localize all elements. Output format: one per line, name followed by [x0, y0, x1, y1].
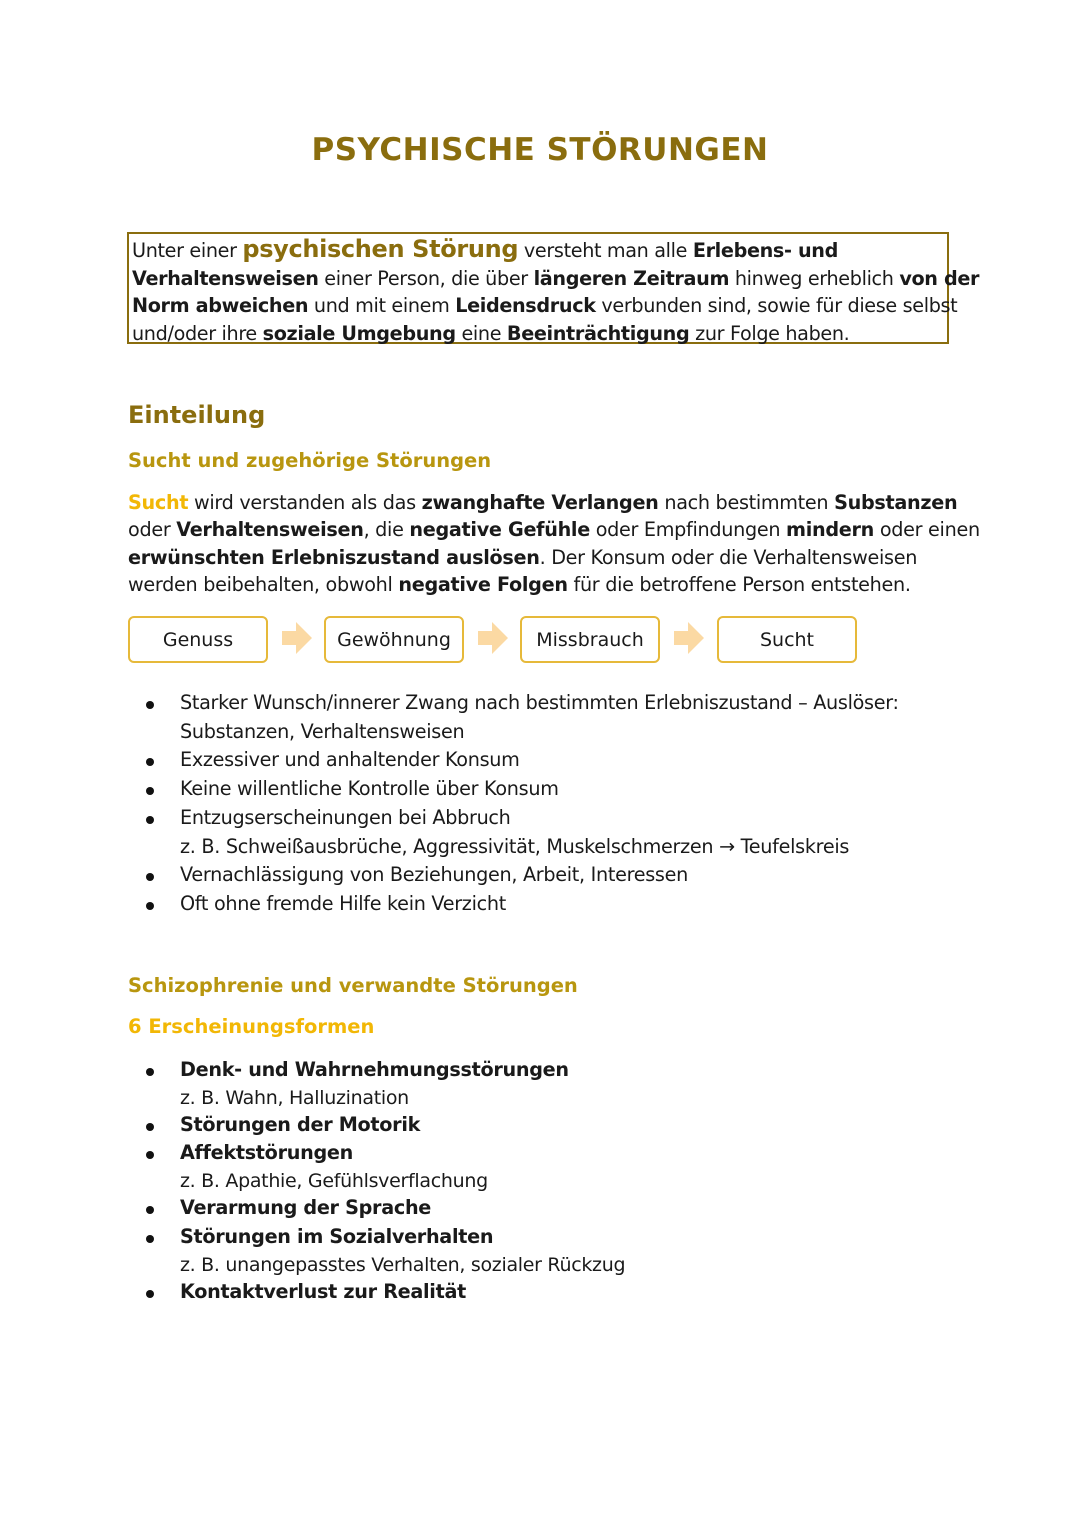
- schizo-subheading: 6 Erscheinungsformen: [128, 1015, 375, 1038]
- arrow-right-icon: [674, 622, 704, 654]
- sucht-heading: Sucht und zugehörige Störungen: [128, 449, 492, 472]
- sucht-keyword: Sucht: [128, 491, 189, 514]
- page-title: PSYCHISCHE STÖRUNGEN: [311, 132, 769, 168]
- sucht-symptom-list: [140, 689, 899, 919]
- schizo-forms-list: [140, 1056, 625, 1306]
- flow-step-gewoehnung: Gewöhnung: [324, 616, 464, 663]
- bullet-icon: [146, 1235, 154, 1243]
- bullet-icon: [146, 787, 154, 795]
- list-item: Exzessiver und anhaltender Konsum: [140, 746, 899, 775]
- definition-box: Unter einer psychischen Störung versteht man alle Erlebens- und Verhaltensweisen einer Person, die über längeren Zeitraum hinweg erheblich von der Norm abweichen und mit einem Leidensdruck verbunden sind, sowie für diese selbst und/oder ihre soziale Umgebung eine Beeinträchtigung zur Folge haben.: [127, 232, 949, 344]
- bullet-icon: [146, 701, 154, 709]
- bullet-icon: [146, 1290, 154, 1298]
- schizo-heading: Schizophrenie und verwandte Störungen: [128, 974, 578, 997]
- list-item: Oft ohne fremde Hilfe kein Verzicht: [140, 890, 899, 919]
- flow-step-missbrauch: Missbrauch: [520, 616, 660, 663]
- list-item: Störungen der Motorik: [140, 1111, 625, 1140]
- arrow-right-icon: [282, 622, 312, 654]
- list-item: Affektstörungen z. B. Apathie, Gefühlsverflachung: [140, 1139, 625, 1194]
- bullet-icon: [146, 1151, 154, 1159]
- bullet-icon: [146, 1123, 154, 1131]
- flow-step-genuss: Genuss: [128, 616, 268, 663]
- section-heading: Einteilung: [128, 401, 266, 429]
- list-item: Entzugserscheinungen bei Abbruch z. B. Schweißausbrüche, Aggressivität, Muskelschmerzen → Teufelskreis: [140, 804, 899, 861]
- list-item: Keine willentliche Kontrolle über Konsum: [140, 775, 899, 804]
- list-item: Vernachlässigung von Beziehungen, Arbeit, Interessen: [140, 861, 899, 890]
- bullet-icon: [146, 902, 154, 910]
- list-item: Störungen im Sozialverhalten z. B. unangepasstes Verhalten, sozialer Rückzug: [140, 1223, 625, 1278]
- list-item: Verarmung der Sprache: [140, 1194, 625, 1223]
- bullet-icon: [146, 816, 154, 824]
- bullet-icon: [146, 873, 154, 881]
- list-item: Denk- und Wahrnehmungsstörungen z. B. Wahn, Halluzination: [140, 1056, 625, 1111]
- flow-step-sucht: Sucht: [717, 616, 857, 663]
- definition-keyword: psychischen Störung: [242, 235, 519, 263]
- arrow-right-icon: [478, 622, 508, 654]
- bullet-icon: [146, 1206, 154, 1214]
- bullet-icon: [146, 1068, 154, 1076]
- list-item: Starker Wunsch/innerer Zwang nach bestimmten Erlebniszustand – Auslöser: Substanzen, Verhaltensweisen: [140, 689, 899, 746]
- bullet-icon: [146, 758, 154, 766]
- sucht-paragraph: Sucht wird verstanden als das zwanghafte Verlangen nach bestimmten Substanzen oder Verhaltensweisen, die negative Gefühle oder Empfindungen mindern oder einen erwünschten Erlebniszustand auslösen. Der Konsum oder die Verhaltensweisen werden beibehalten, obwohl negative Folgen für die betroffene Person entstehen.: [128, 491, 980, 596]
- definition-text: Unter einer: [132, 239, 243, 262]
- list-item: Kontaktverlust zur Realität: [140, 1278, 625, 1307]
